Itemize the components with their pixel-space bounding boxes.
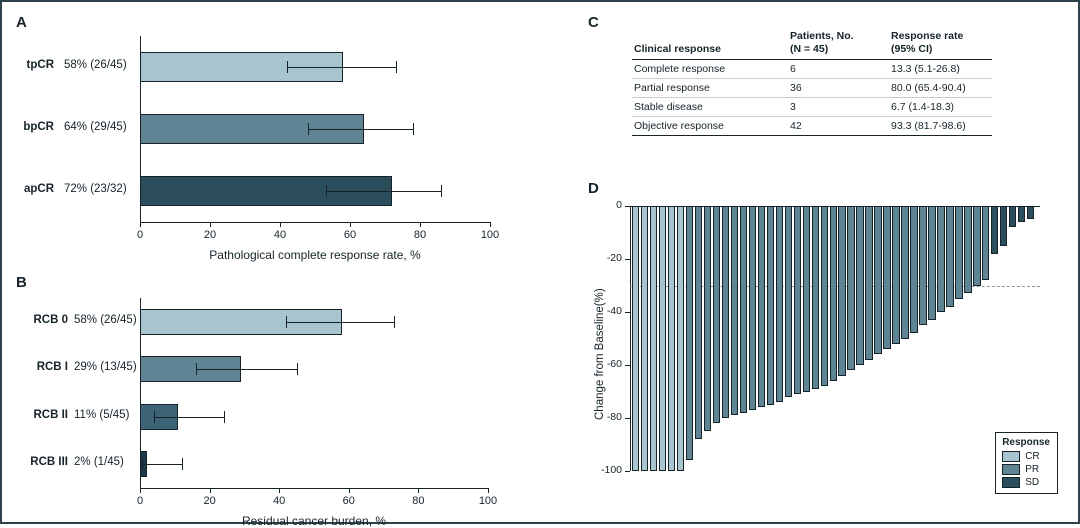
x-axis-tick-label: 20 — [203, 229, 217, 241]
error-bar-cap — [413, 123, 414, 135]
bar-value-label: 72% (23/32) — [64, 183, 127, 195]
waterfall-bar — [704, 206, 711, 431]
column-header-rate-line1: Response rate — [891, 30, 964, 42]
bar-value-label: 11% (5/45) — [74, 408, 130, 421]
waterfall-bar — [803, 206, 810, 392]
waterfall-bar — [946, 206, 953, 307]
x-axis-tick — [418, 488, 419, 493]
x-axis-tick-label: 20 — [203, 495, 216, 507]
y-axis-tick-label: -20 — [606, 252, 622, 264]
waterfall-bar — [955, 206, 962, 299]
waterfall-bar — [740, 206, 747, 413]
bar-value-label: 2% (1/45) — [74, 456, 124, 469]
cell-rate: 13.3 (5.1-26.8) — [889, 60, 992, 79]
y-axis-tick-label: -60 — [606, 358, 622, 370]
legend-swatch — [1002, 464, 1020, 475]
error-bar-cap — [286, 316, 287, 328]
waterfall-bar — [874, 206, 881, 354]
waterfall-bar — [659, 206, 666, 471]
waterfall-bar — [686, 206, 693, 460]
error-bar — [196, 369, 297, 370]
legend-label: PR — [1025, 464, 1040, 475]
cell-patients: 6 — [788, 60, 889, 79]
table-row — [632, 98, 992, 117]
panel-d-y-axis-title: Change from Baseline(%) — [594, 288, 606, 420]
waterfall-bar — [838, 206, 845, 376]
waterfall-bar — [794, 206, 801, 394]
bar-category-label: tpCR — [26, 59, 54, 71]
x-axis-tick-label: 80 — [413, 229, 427, 241]
x-axis-tick-label: 40 — [273, 229, 287, 241]
bar-category-label: RCB III — [30, 456, 68, 469]
bar-category-label: RCB I — [36, 361, 68, 374]
x-axis-tick-label: 100 — [480, 229, 500, 241]
panel-label-b: B — [16, 274, 27, 291]
x-axis-tick — [280, 222, 281, 227]
bar-category-label: RCB 0 — [33, 313, 68, 326]
column-header-rate — [889, 30, 992, 60]
column-header-patients-line1: Patients, No. — [790, 30, 854, 42]
waterfall-bar — [901, 206, 908, 339]
error-bar-cap — [142, 458, 143, 470]
x-axis-tick — [488, 488, 489, 493]
waterfall-bar — [928, 206, 935, 320]
x-axis-line — [140, 488, 488, 489]
error-bar — [286, 322, 394, 323]
waterfall-bar — [847, 206, 854, 370]
error-bar-cap — [297, 363, 298, 375]
x-axis-tick-label: 0 — [136, 229, 144, 241]
bar-category-label: apCR — [23, 183, 54, 195]
x-axis-tick — [420, 222, 421, 227]
waterfall-bar — [1000, 206, 1007, 246]
clinical-response-table — [632, 30, 992, 136]
error-bar — [326, 191, 442, 192]
bar-value-label: 58% (26/45) — [64, 59, 127, 71]
waterfall-bar — [632, 206, 639, 471]
waterfall-bar — [785, 206, 792, 397]
waterfall-bar — [650, 206, 657, 471]
legend-entry — [1002, 464, 1050, 475]
waterfall-bar — [919, 206, 926, 325]
waterfall-bar — [982, 206, 989, 280]
x-axis-tick — [279, 488, 280, 493]
waterfall-bar — [883, 206, 890, 349]
waterfall-bar — [713, 206, 720, 423]
bar-category-label: bpCR — [23, 121, 54, 133]
table-row — [632, 117, 992, 136]
x-axis-tick — [140, 222, 141, 227]
error-bar-cap — [224, 411, 225, 423]
waterfall-bar — [1018, 206, 1025, 222]
waterfall-bar — [964, 206, 971, 293]
waterfall-bar — [641, 206, 648, 471]
x-axis-tick — [350, 222, 351, 227]
panel-label-c: C — [588, 14, 599, 31]
x-axis-tick-label: 40 — [273, 495, 286, 507]
x-axis-tick — [210, 222, 211, 227]
column-header-response — [632, 30, 788, 60]
cell-rate: 80.0 (65.4-90.4) — [889, 79, 992, 98]
x-axis-tick — [349, 488, 350, 493]
cell-response: Complete response — [632, 60, 788, 79]
column-header-patients — [788, 30, 889, 60]
legend-title: Response — [1002, 437, 1050, 448]
y-axis-tick-label: -80 — [606, 411, 622, 423]
waterfall-bar — [830, 206, 837, 381]
error-bar-cap — [326, 185, 327, 197]
error-bar-cap — [308, 123, 309, 135]
error-bar — [142, 464, 182, 465]
y-axis-tick — [625, 471, 630, 472]
cell-rate: 6.7 (1.4-18.3) — [889, 98, 992, 117]
y-axis-tick — [625, 418, 630, 419]
waterfall-bar — [865, 206, 872, 360]
legend-entries — [1002, 451, 1050, 488]
y-axis-tick-label: -100 — [600, 464, 622, 476]
legend-swatch — [1002, 451, 1020, 462]
error-bar-cap — [396, 61, 397, 73]
waterfall-legend — [995, 432, 1058, 494]
x-axis-tick — [210, 488, 211, 493]
y-axis-tick-label: 0 — [616, 199, 622, 211]
panel-label-a: A — [16, 14, 27, 31]
table-header-row — [632, 30, 992, 60]
bar-value-label: 29% (13/45) — [74, 361, 137, 374]
bar-value-label: 58% (26/45) — [74, 313, 137, 326]
waterfall-bar — [892, 206, 899, 344]
cell-patients: 3 — [788, 98, 889, 117]
waterfall-bar — [1027, 206, 1034, 219]
waterfall-bar — [973, 206, 980, 286]
legend-label: SD — [1025, 477, 1040, 488]
table-body — [632, 60, 992, 136]
legend-label: CR — [1025, 451, 1040, 462]
x-axis-tick-label: 100 — [478, 495, 498, 507]
x-axis-tick-label: 60 — [342, 495, 355, 507]
cell-patients: 36 — [788, 79, 889, 98]
legend-entry — [1002, 477, 1050, 488]
error-bar-cap — [441, 185, 442, 197]
table-row — [632, 79, 992, 98]
y-axis-tick — [625, 312, 630, 313]
panel-d-chart — [582, 180, 1062, 510]
column-header-patients-line2: (N = 45) — [790, 43, 829, 56]
bar-value-label: 64% (29/45) — [64, 121, 127, 133]
x-axis-tick — [490, 222, 491, 227]
error-bar-cap — [182, 458, 183, 470]
x-axis-title: Residual cancer burden, % — [241, 514, 387, 528]
error-bar-cap — [287, 61, 288, 73]
x-axis-tick-label: 0 — [136, 495, 144, 507]
waterfall-bar — [695, 206, 702, 439]
error-bar — [287, 67, 396, 68]
column-header-response-label: Clinical response — [634, 43, 721, 56]
table-row — [632, 60, 992, 79]
waterfall-bar — [749, 206, 756, 410]
y-axis-tick — [625, 365, 630, 366]
waterfall-bar — [776, 206, 783, 402]
waterfall-bar — [677, 206, 684, 471]
waterfall-bar — [731, 206, 738, 415]
x-axis-tick-label: 80 — [412, 495, 425, 507]
error-bar — [154, 417, 224, 418]
waterfall-bar — [821, 206, 828, 386]
waterfall-bar — [910, 206, 917, 333]
y-axis-tick-label: -40 — [606, 305, 622, 317]
x-axis-tick — [140, 488, 141, 493]
x-axis-tick-label: 60 — [343, 229, 357, 241]
error-bar — [308, 129, 413, 130]
waterfall-bar — [856, 206, 863, 365]
column-header-rate-line2: (95% CI) — [891, 43, 933, 56]
error-bar-cap — [394, 316, 395, 328]
waterfall-bar — [1009, 206, 1016, 227]
error-bar-cap — [154, 411, 155, 423]
cell-response: Objective response — [632, 117, 788, 136]
waterfall-bar — [767, 206, 774, 405]
y-axis-tick — [625, 259, 630, 260]
waterfall-bar — [991, 206, 998, 254]
cell-patients: 42 — [788, 117, 889, 136]
cell-rate: 93.3 (81.7-98.6) — [889, 117, 992, 136]
legend-swatch — [1002, 477, 1020, 488]
legend-entry — [1002, 451, 1050, 462]
panel-label-d: D — [588, 180, 599, 197]
cell-response: Stable disease — [632, 98, 788, 117]
cell-response: Partial response — [632, 79, 788, 98]
waterfall-bar — [722, 206, 729, 418]
waterfall-bar — [758, 206, 765, 407]
waterfall-bar — [812, 206, 819, 389]
x-axis-line — [140, 222, 490, 223]
error-bar-cap — [196, 363, 197, 375]
waterfall-bar — [668, 206, 675, 471]
bar-category-label: RCB II — [33, 408, 68, 421]
waterfall-bar — [937, 206, 944, 312]
x-axis-title: Pathological complete response rate, % — [209, 248, 421, 262]
y-axis-line — [630, 206, 631, 471]
